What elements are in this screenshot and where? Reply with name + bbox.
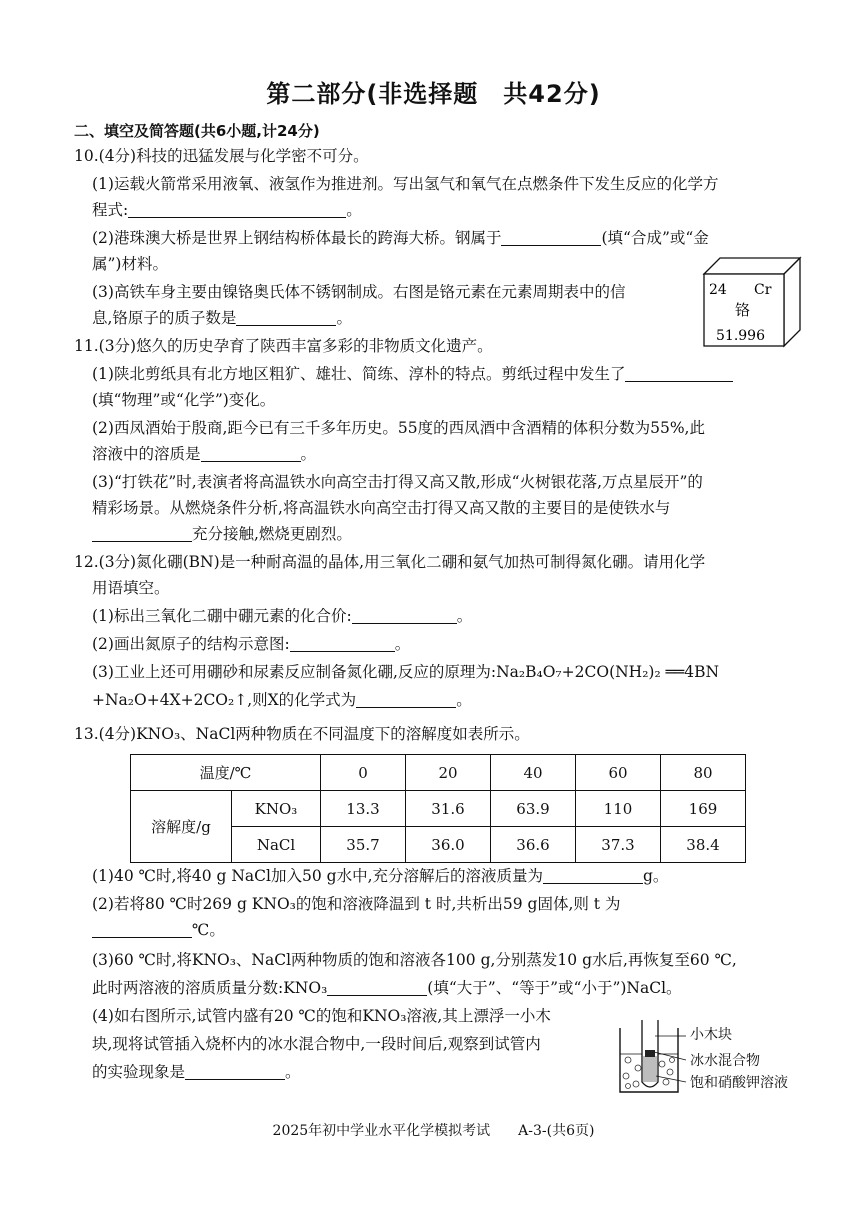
- table-cell: 31.6: [406, 791, 491, 827]
- page-footer: 2025年初中学业水平化学模拟考试 A-3-(共6页): [272, 1123, 595, 1139]
- q13-part2-line2: ℃。: [92, 920, 225, 940]
- q12-part2: (2)画出氮原子的结构示意图: 。: [92, 635, 411, 653]
- element-symbol: Cr: [754, 282, 772, 298]
- answer-blank[interactable]: [185, 1063, 285, 1080]
- q13-part4-line1: (4)如右图所示,试管内盛有20 ℃的饱和KNO₃溶液,其上漂浮一小木: [92, 1007, 551, 1025]
- table-cell: 13.3: [321, 791, 406, 827]
- table-header-temp: 80: [661, 755, 746, 791]
- q11-part2-line2: 溶液中的溶质是 。: [92, 445, 317, 463]
- table-header-temp: 20: [406, 755, 491, 791]
- q10-part2-line1: (2)港珠澳大桥是世界上钢结构桥体最长的跨海大桥。钢属于 (填“合成”或“金: [92, 229, 709, 247]
- table-header-label: 温度/℃: [131, 755, 321, 791]
- q11-part1-line1: (1)陕北剪纸具有北方地区粗犷、雄壮、简练、淳朴的特点。剪纸过程中发生了: [92, 364, 733, 384]
- table-cell: 110: [576, 791, 661, 827]
- answer-blank[interactable]: [201, 445, 301, 462]
- label-ice-water: 冰水混合物: [690, 1053, 760, 1069]
- table-cell: 37.3: [576, 827, 661, 863]
- answer-blank[interactable]: [625, 365, 733, 382]
- answer-blank[interactable]: [290, 635, 395, 652]
- section-heading: 二、填空及简答题(共6小题,计24分): [74, 122, 320, 140]
- q11-part3-line3: 充分接触,燃烧更剧烈。: [92, 524, 352, 544]
- q10-part3-line2: 息,铬原子的质子数是 。: [92, 309, 352, 327]
- q11-part2-line1: (2)西凤酒始于殷商,距今已有三千多年历史。55度的西凤酒中含酒精的体积分数为55%,此: [92, 419, 705, 437]
- answer-blank[interactable]: [92, 525, 192, 542]
- q11-part3-line1: (3)“打铁花”时,表演者将高温铁水向高空击打得又高又散,形成“火树银花落,万点星辰开”的: [92, 473, 703, 491]
- q13-part3-line2: 此时两溶液的溶质质量分数:KNO₃ (填“大于”、“等于”或“小于”)NaCl。: [92, 979, 682, 997]
- q11-part3-line2: 精彩场景。从燃烧条件分析,将高温铁水向高空击打得又高又散的主要目的是使铁水与: [92, 499, 671, 517]
- table-header-row: [131, 755, 746, 791]
- q12-part1: (1)标出三氧化二硼中硼元素的化合价: 。: [92, 607, 473, 625]
- label-kno3-solution: 饱和硝酸钾溶液: [690, 1075, 788, 1091]
- q12-stem-line1: 12.(3分)氮化硼(BN)是一种耐高温的晶体,用三氧化二硼和氨气加热可制得氮化硼。请用化学: [74, 553, 706, 571]
- solubility-table: [130, 754, 746, 863]
- table-cell: 35.7: [321, 827, 406, 863]
- table-row-label: 溶解度/g: [131, 791, 232, 863]
- answer-blank[interactable]: [501, 229, 601, 246]
- substance-name: NaCl: [232, 827, 321, 863]
- answer-blank[interactable]: [356, 691, 456, 708]
- q11-stem: 11.(3分)悠久的历史孕育了陕西丰富多彩的非物质文化遗产。: [74, 337, 493, 355]
- answer-blank[interactable]: [352, 607, 457, 624]
- q13-part3-line1: (3)60 ℃时,将KNO₃、NaCl两种物质的饱和溶液各100 g,分别蒸发10 g水后,再恢复至60 ℃,: [92, 951, 737, 969]
- q13-part4-line3: 的实验现象是 。: [92, 1063, 301, 1081]
- q13-part1: (1)40 ℃时,将40 g NaCl加入50 g水中,充分溶解后的溶液质量为 g。: [92, 867, 669, 885]
- substance-name: KNO₃: [232, 791, 321, 827]
- table-cell: 169: [661, 791, 746, 827]
- q13-part2-line1: (2)若将80 ℃时269 g KNO₃的饱和溶液降温到 t 时,共析出59 g固体,则 t 为: [92, 895, 621, 913]
- table-cell: 63.9: [491, 791, 576, 827]
- element-name: 铬: [735, 301, 751, 319]
- q10-part3-line1: (3)高铁车身主要由镍铬奥氏体不锈钢制成。右图是铬元素在元素周期表中的信: [92, 283, 626, 301]
- q12-part3-line2: +Na₂O+4X+2CO₂↑,则X的化学式为 。: [92, 691, 472, 709]
- answer-blank[interactable]: [236, 309, 336, 326]
- answer-blank[interactable]: [327, 979, 427, 996]
- atomic-mass: 51.996: [716, 328, 765, 344]
- q13-part4-line2: 块,现将试管插入烧杯内的冰水混合物中,一段时间后,观察到试管内: [92, 1035, 541, 1053]
- table-header-temp: 40: [491, 755, 576, 791]
- table-header-temp: 60: [576, 755, 661, 791]
- table-header-temp: 0: [321, 755, 406, 791]
- page-title: 第二部分(非选择题 共42分): [266, 80, 601, 108]
- q12-stem-line2: 用语填空。: [92, 579, 170, 597]
- chromium-element-card: [702, 256, 802, 348]
- table-cell: 36.6: [491, 827, 576, 863]
- table-cell: 38.4: [661, 827, 746, 863]
- answer-blank[interactable]: [128, 201, 346, 218]
- q13-stem: 13.(4分)KNO₃、NaCl两种物质在不同温度下的溶解度如表所示。: [74, 725, 530, 743]
- q10-part2-line2: 属”)材料。: [92, 255, 168, 273]
- q10-part1-line2: 程式: 。: [92, 201, 362, 219]
- table-cell: 36.0: [406, 827, 491, 863]
- atomic-number: 24: [709, 282, 727, 298]
- q10-part1-line1: (1)运载火箭常采用液氧、液氢作为推进剂。写出氢气和氧气在点燃条件下发生反应的化学方: [92, 175, 719, 193]
- q10-stem: 10.(4分)科技的迅猛发展与化学密不可分。: [74, 147, 369, 165]
- answer-blank[interactable]: [92, 921, 192, 938]
- q12-part3-line1: (3)工业上还可用硼砂和尿素反应制备氮化硼,反应的原理为:Na₂B₄O₇+2CO(NH₂)₂ ══4BN: [92, 663, 720, 681]
- answer-blank[interactable]: [543, 867, 643, 884]
- q11-part1-line2: (填“物理”或“化学”)变化。: [92, 391, 276, 409]
- table-row: [131, 791, 746, 827]
- label-wood-block: 小木块: [690, 1027, 732, 1043]
